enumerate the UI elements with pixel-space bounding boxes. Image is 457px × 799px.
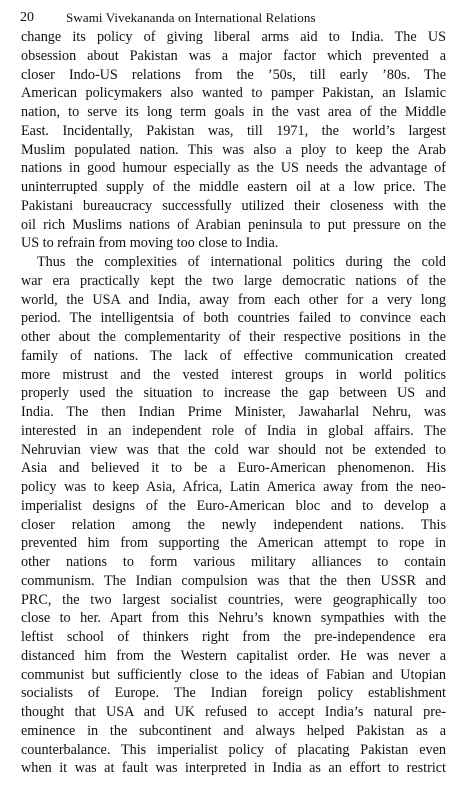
- text-line: war era practically kept the two large democratic nations of the: [21, 272, 446, 289]
- text-line: change its policy of giving liberal arms aid to India. The US: [21, 29, 446, 45]
- text-line: closer relation among the newly independent nations. This: [21, 516, 446, 533]
- text-line: obsession about Pakistan was a major factor which prevented a: [21, 47, 446, 64]
- text-line: Nehruvian view was that the cold war should not be extended to: [21, 441, 446, 458]
- text-line: thought that USA and UK refused to accept India’s natural pre-: [21, 704, 446, 720]
- text-line: Asia and believed it to be a Euro-American phenomenon. His: [21, 460, 446, 477]
- text-line: when it was at fault was interpreted in India as an effort to restrict: [21, 760, 446, 777]
- text-line: PRC, the two largest socialist countries, were geographically too: [21, 591, 446, 608]
- text-line: leftist school of thinkers right from the pre-independence era: [21, 629, 446, 645]
- text-line: other about the complementarity of their respective positions in the: [21, 329, 446, 345]
- text-line: Muslim populated nation. This was also a ploy to keep the Arab: [21, 141, 446, 158]
- text-line: nations in good humour especially as the US needs the advantage of: [21, 160, 446, 177]
- text-line: policy was to keep Asia, Africa, Latin America away from the neo-: [21, 479, 446, 495]
- text-line: nation, to serve its long term goals in the vast area of the Middle: [21, 104, 446, 120]
- text-line: interested in an independent role of India in global affairs. The: [21, 422, 446, 439]
- text-line: imperialist designs of the Euro-American bloc and to develop a: [21, 497, 446, 514]
- text-line: family of nations. The lack of effective communication created: [21, 347, 446, 364]
- body-text: [21, 28, 446, 778]
- text-line: communism. The Indian compulsion was that the then USSR and: [21, 572, 446, 589]
- running-title: Swami Vivekananda on International Relations: [66, 10, 316, 25]
- text-line: close to her. Apart from this Nehru’s known sympathies with the: [21, 610, 446, 627]
- page-header: [20, 8, 443, 28]
- text-line: properly used the situation to increase the gap between US and: [21, 385, 446, 402]
- text-line: period. The intelligentsia of both countries failed to convince each: [21, 310, 446, 327]
- text-line: uninterrupted supply of the middle eastern oil at a low price. The: [21, 179, 446, 195]
- text-line: world, the USA and India, away from each other for a very long: [21, 291, 446, 308]
- text-line: eminence in the subcontinent and always helped Pakistan as a: [21, 722, 446, 739]
- text-line: India. The then Indian Prime Minister, Jawaharlal Nehru, was: [21, 404, 446, 420]
- text-line: more mistrust and the vested interest groups in world politics: [21, 366, 446, 383]
- text-line: socialists of Europe. The Indian foreign policy establishment: [21, 685, 446, 702]
- text-line: counterbalance. This imperialist policy of placating Pakistan even: [21, 741, 446, 758]
- text-line: other nations to form various military alliances to contain: [21, 554, 446, 570]
- text-line: oil rich Muslims nations of Arabian peninsula to put pressure on the: [21, 216, 446, 233]
- page-number: 20: [20, 10, 34, 25]
- text-line: East. Incidentally, Pakistan was, till 1971, the world’s largest: [21, 122, 446, 139]
- text-line: US to refrain from moving too close to India.: [21, 235, 279, 252]
- text-line: communist but sufficiently close to the ideas of Fabian and Utopian: [21, 666, 446, 683]
- text-line: American policymakers also wanted to pamper Pakistan, an Islamic: [21, 85, 446, 102]
- paragraph-1: [21, 28, 446, 253]
- text-line: Pakistani bureaucracy successfully utilized their closeness with the: [21, 197, 446, 214]
- text-line: prevented him from supporting the American attempt to rope in: [21, 535, 446, 552]
- text-line: closer Indo-US relations from the ’50s, till early ’80s. The: [21, 66, 446, 83]
- text-line: Thus the complexities of international politics during the cold: [37, 254, 446, 270]
- text-line: distanced him from the Western capitalist order. He was never a: [21, 647, 446, 664]
- paragraph-2: [21, 253, 446, 778]
